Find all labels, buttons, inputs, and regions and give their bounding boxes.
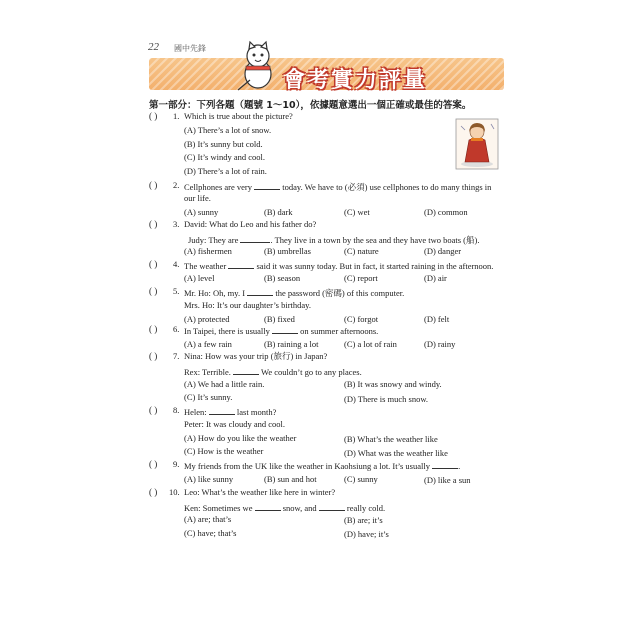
q1-option-d[interactable]: (D) There’s a lot of rain.: [184, 166, 267, 176]
girl-in-coat-picture: [455, 118, 499, 170]
question-1-stem: Which is true about the picture?: [184, 111, 293, 121]
q8-option-d[interactable]: (D) What was the weather like: [344, 448, 448, 458]
answer-paren-10[interactable]: ( ): [149, 487, 158, 497]
answer-paren-7[interactable]: ( ): [149, 351, 158, 361]
answer-paren-2[interactable]: ( ): [149, 180, 158, 190]
q9-option-b[interactable]: (B) sun and hot: [264, 474, 317, 484]
q1-option-a[interactable]: (A) There’s a lot of snow.: [184, 125, 272, 135]
answer-paren-9[interactable]: ( ): [149, 459, 158, 469]
answer-paren-3[interactable]: ( ): [149, 219, 158, 229]
q10-option-a[interactable]: (A) are; that’s: [184, 514, 232, 524]
q6-option-a[interactable]: (A) a few rain: [184, 339, 232, 349]
q3-option-c[interactable]: (C) nature: [344, 246, 379, 256]
question-4-number: 4.: [173, 259, 180, 269]
q2-option-c[interactable]: (C) wet: [344, 207, 370, 217]
q8-option-c[interactable]: (C) How is the weather: [184, 446, 264, 456]
q4-option-c[interactable]: (C) report: [344, 273, 378, 283]
question-2-stem: Cellphones are very today. We have to (必須) use cellphones to do many things in: [184, 182, 492, 192]
q10-option-b[interactable]: (B) are; it’s: [344, 515, 383, 525]
question-9-stem: My friends from the UK like the weather in Kaohsiung a lot. It’s usually .: [184, 461, 461, 471]
q7-option-a[interactable]: (A) We had a little rain.: [184, 379, 265, 389]
question-1-number: 1.: [173, 111, 180, 121]
question-5-stem: Mr. Ho: Oh, my. I the password (密碼) of this computer.: [184, 288, 405, 298]
q5-option-c[interactable]: (C) forgot: [344, 314, 379, 324]
question-5-stem-cont: Mrs. Ho: It’s our daughter’s birthday.: [184, 300, 312, 310]
q3-option-a[interactable]: (A) fishermen: [184, 246, 232, 256]
q1-option-b[interactable]: (B) It’s sunny but cold.: [184, 139, 263, 149]
q7-option-c[interactable]: (C) It’s sunny.: [184, 392, 233, 402]
question-4-stem: The weather said it was sunny today. But in fact, it started raining in the afternoon.: [184, 261, 494, 271]
question-10-stem: Leo: What’s the weather like here in winter?: [184, 487, 336, 497]
q1-option-c[interactable]: (C) It’s windy and cool.: [184, 152, 265, 162]
q5-option-d[interactable]: (D) felt: [424, 314, 450, 324]
question-3-stem: David: What do Leo and his father do?: [184, 219, 317, 229]
q4-option-a[interactable]: (A) level: [184, 273, 215, 283]
question-2-number: 2.: [173, 180, 180, 190]
question-8-stem-cont: Peter: It was cloudy and cool.: [184, 419, 286, 429]
q8-option-a[interactable]: (A) How do you like the weather: [184, 433, 297, 443]
q9-option-a[interactable]: (A) like sunny: [184, 474, 234, 484]
question-7-stem-cont: Rex: Terrible. We couldn’t go to any places.: [184, 367, 362, 377]
q10-option-d[interactable]: (D) have; it’s: [344, 529, 389, 539]
answer-paren-4[interactable]: ( ): [149, 259, 158, 269]
q7-option-d[interactable]: (D) There is much snow.: [344, 394, 429, 404]
answer-paren-1[interactable]: ( ): [149, 111, 158, 121]
question-3-stem-cont: Judy: They are . They live in a town by the sea and they have two boats (船).: [188, 235, 480, 245]
q8-option-b[interactable]: (B) What’s the weather like: [344, 434, 438, 444]
q6-option-b[interactable]: (B) raining a lot: [264, 339, 319, 349]
question-8-stem: Helen: last month?: [184, 407, 277, 417]
book-name: 國中先鋒: [174, 44, 206, 53]
q2-option-b[interactable]: (B) dark: [264, 207, 293, 217]
q3-option-b[interactable]: (B) umbrellas: [264, 246, 311, 256]
q4-option-d[interactable]: (D) air: [424, 273, 447, 283]
q5-option-a[interactable]: (A) protected: [184, 314, 230, 324]
q4-option-b[interactable]: (B) season: [264, 273, 301, 283]
q6-option-c[interactable]: (C) a lot of rain: [344, 339, 397, 349]
q3-option-d[interactable]: (D) danger: [424, 246, 462, 256]
question-7-stem: Nina: How was your trip (旅行) in Japan?: [184, 351, 328, 361]
q5-option-b[interactable]: (B) fixed: [264, 314, 295, 324]
question-6-number: 6.: [173, 324, 180, 334]
question-7-number: 7.: [173, 351, 180, 361]
question-3-number: 3.: [173, 219, 180, 229]
answer-paren-8[interactable]: ( ): [149, 405, 158, 415]
answer-paren-5[interactable]: ( ): [149, 286, 158, 296]
banner-title: 會考實力評量: [283, 68, 428, 93]
q6-option-d[interactable]: (D) rainy: [424, 339, 456, 349]
q10-option-c[interactable]: (C) have; that’s: [184, 528, 237, 538]
q7-option-b[interactable]: (B) It was snowy and windy.: [344, 379, 442, 389]
question-10-number: 10.: [169, 487, 180, 497]
page-number: 22: [148, 41, 159, 53]
answer-paren-6[interactable]: ( ): [149, 324, 158, 334]
section-instruction: 第一部分：下列各題（題號 1～10），依據題意選出一個正確或最佳的答案。: [149, 100, 472, 111]
cat-mascot-icon: [236, 40, 280, 92]
q2-option-a[interactable]: (A) sunny: [184, 207, 219, 217]
q2-option-d[interactable]: (D) common: [424, 207, 468, 217]
question-9-number: 9.: [173, 459, 180, 469]
question-5-number: 5.: [173, 286, 180, 296]
q9-option-d[interactable]: (D) like a sun: [424, 475, 471, 485]
question-10-stem-cont: Ken: Sometimes we snow, and really cold.: [184, 503, 386, 513]
question-8-number: 8.: [173, 405, 180, 415]
q9-option-c[interactable]: (C) sunny: [344, 474, 378, 484]
question-2-stem-cont: our life.: [184, 193, 211, 203]
question-6-stem: In Taipei, there is usually on summer afternoons.: [184, 326, 379, 336]
